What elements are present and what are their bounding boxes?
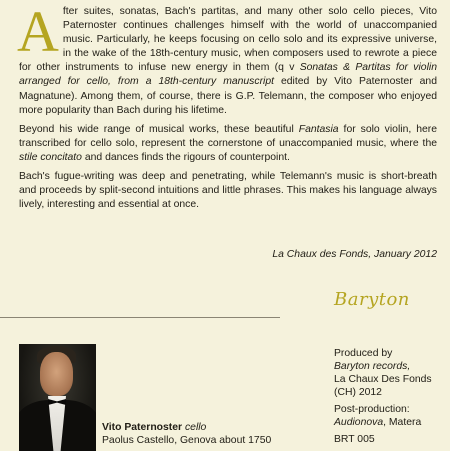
baryton-logo: Baryton (334, 289, 410, 310)
drop-cap: A (17, 0, 59, 64)
production-credits (334, 347, 432, 450)
produced-by-block (334, 347, 432, 399)
performer-credit (102, 421, 271, 447)
performer-photo (19, 344, 96, 451)
post-production-label: Post-production: (334, 404, 410, 415)
catalog-number: BRT 005 (334, 434, 375, 445)
paragraph-2 (19, 123, 437, 165)
paragraph-2-italic-2: stile concitato (19, 151, 82, 163)
liner-notes (17, 0, 437, 217)
paragraph-1-italic: Sonatas & Partitas for violin arranged for cello, from a 18th-century manuscript (19, 62, 437, 88)
signature-line: La Chaux des Fonds, January 2012 (272, 249, 437, 260)
paragraph-1-text-b: edited by Vito Paternoster and Magnatune). Among them, of course, there is G.P. Telemann, the composer who enjoyed more popularity than Bach during his lifetime. (19, 76, 437, 116)
paragraph-2-text-c: and dances finds the rigours of counterpoint. (81, 151, 290, 163)
paragraph-2-text-b: for solo violin, here transcribed for cello solo, represent the cornerstone of unaccompanied music, where the (19, 123, 437, 149)
post-production-studio: Audionova (334, 417, 384, 428)
paragraph-1 (17, 0, 437, 118)
photo-face (40, 352, 73, 396)
paragraph-1-text-a: fter suites, sonatas, Bach's partitas, and many other solo cello pieces, Vito Paternoster continues challenges himself with the world of unaccompanied music. Particularly, he keeps focusing on cello solo and its expressive universe, in the wake of the 18th-century music, when composers used to rewrote a piece for other instruments to infuse new energy in them (q v (19, 6, 437, 74)
paragraph-3: Bach's fugue-writing was deep and penetrating, while Telemann's music is short-breath and proceeds by split-second intuitions and little phrases. This makes his language always lively, interesting and essential at once. (19, 171, 437, 211)
paragraph-2-italic-1: Fantasia (298, 123, 339, 135)
production-year: (CH) 2012 (334, 387, 382, 398)
instrument-info: Paolus Castello, Genova about 1750 (102, 435, 272, 446)
performer-instrument: cello (184, 422, 207, 433)
paragraph-2-text-a: Beyond his wide range of musical works, these beautiful (19, 123, 299, 135)
produced-by-label: Produced by (334, 348, 393, 359)
production-location: La Chaux Des Fonds (334, 374, 432, 385)
post-production-city: , Matera (383, 417, 422, 428)
divider (0, 317, 280, 318)
performer-name: Vito Paternoster (102, 422, 183, 433)
post-production-block (334, 403, 432, 429)
record-label: Baryton records, (334, 361, 411, 372)
